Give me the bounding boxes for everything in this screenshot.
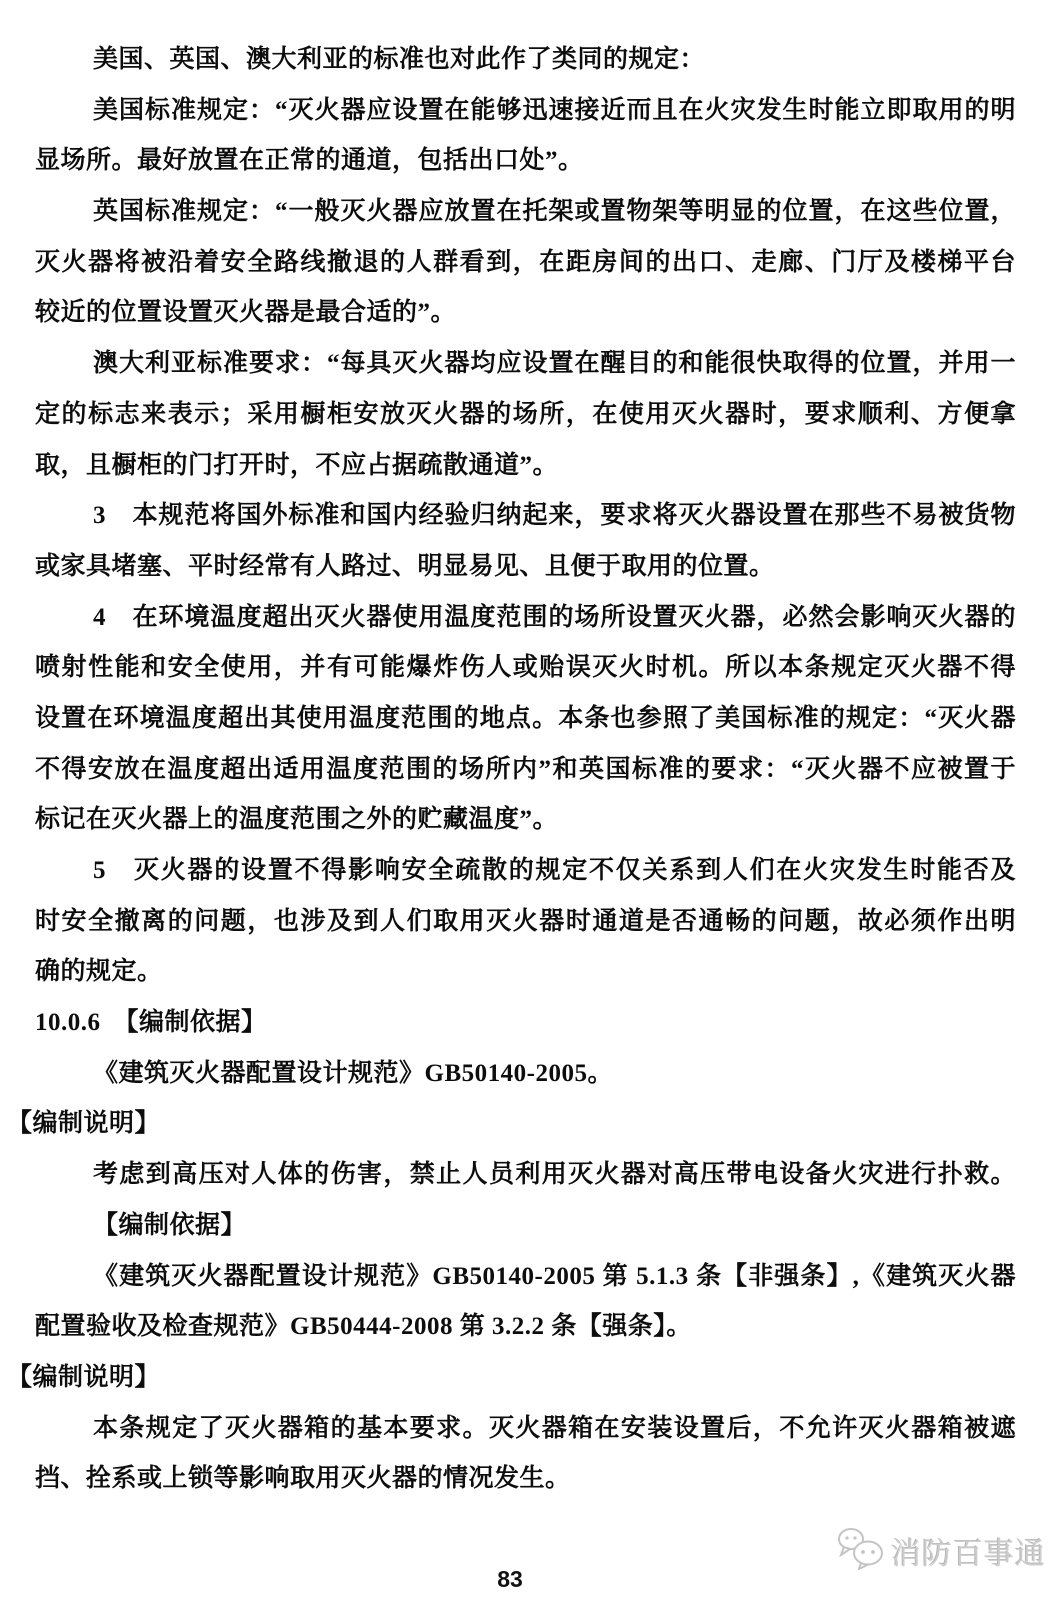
text-line: 5 灭火器的设置不得影响安全疏散的规定不仅关系到人们在火灾发生时能否及 [93,857,1016,884]
text-line: 取，且橱柜的门打开时，不应占据疏散通道”。 [35,451,559,479]
text-line: 4 在环境温度超出灭火器使用温度范围的场所设置灭火器，必然会影响灭火器的 [93,603,1016,631]
text-line: 配置验收及检查规范》GB50444-2008 第 3.2.2 条【强条】。 [35,1313,692,1341]
page-number: 83 [497,1566,523,1592]
text-line: 《建筑灭火器配置设计规范》GB50140-2005。 [93,1059,613,1087]
text-line: 英国标准规定：“一般灭火器应放置在托架或置物架等明显的位置，在这些位置， [93,198,1016,226]
text-line: 标记在灭火器上的温度范围之外的贮藏温度”。 [35,806,559,834]
text-line: 3 本规范将国外标准和国内经验归纳起来，要求将灭火器设置在那些不易被货物 [93,502,1016,530]
text-line: 灭火器将被沿着安全路线撤退的人群看到，在距房间的出口、走廊、门厅及楼梯平台 [35,248,1016,276]
text-line: 显场所。最好放置在正常的通道，包括出口处”。 [35,147,584,175]
text-line: 定的标志来表示；采用橱柜安放灭火器的场所，在使用灭火器时，要求顺利、方便拿 [35,400,1016,428]
text-line: 【编制说明】 [7,1363,161,1391]
text-line: 《建筑灭火器配置设计规范》GB50140-2005 第 5.1.3 条【非强条】,《建筑灭火器 [93,1262,1016,1290]
text-line: 【编制说明】 [7,1110,161,1138]
text-line: 设置在环境温度超出其使用温度范围的地点。本条也参照了美国标准的规定：“灭火器 [35,704,1016,732]
watermark-text: 消防百事通 [891,1537,1046,1571]
text-line: 美国标准规定：“灭火器应设置在能够迅速接近而且在火灾发生时能立即取用的明 [93,96,1016,124]
text-line: 时安全撤离的问题，也涉及到人们取用灭火器时通道是否通畅的问题，故必须作出明 [35,907,1016,935]
text-line: 【编制依据】 [93,1211,247,1239]
text-line: 或家具堵塞、平时经常有人路过、明显易见、且便于取用的位置。 [35,552,775,580]
text-line: 喷射性能和安全使用，并有可能爆炸伤人或贻误灭火时机。所以本条规定灭火器不得 [35,654,1016,682]
text-line: 考虑到高压对人体的伤害，禁止人员利用灭火器对高压带电设备火灾进行扑救。 [93,1161,1016,1189]
document-body [7,35,1016,1505]
text-line: 不得安放在温度超出适用温度范围的场所内”和英国标准的要求：“灭火器不应被置于 [35,755,1016,783]
text-line: 澳大利亚标准要求：“每具灭火器均应设置在醒目的和能很快取得的位置，并用一 [93,350,1016,378]
text-line: 确的规定。 [35,958,163,986]
text-line: 挡、拴系或上锁等影响取用灭火器的情况发生。 [35,1465,571,1493]
text-line: 10.0.6 【编制依据】 [35,1009,267,1037]
text-line: 较近的位置设置灭火器是最合适的”。 [35,299,457,327]
text-line: 本条规定了灭火器箱的基本要求。灭火器箱在安装设置后，不允许灭火器箱被遮 [93,1414,1016,1442]
text-line: 美国、英国、澳大利亚的标准也对此作了类同的规定： [93,46,706,73]
